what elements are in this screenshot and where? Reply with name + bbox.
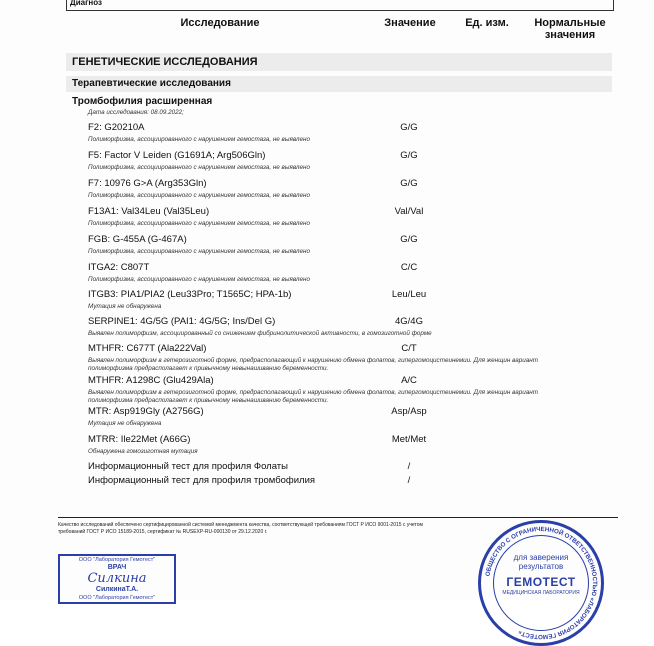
info-test-value: / (407, 475, 411, 486)
doctor-stamp-top: ООО "Лаборатория Гемотест" (78, 557, 156, 563)
section-title: ГЕНЕТИЧЕСКИЕ ИССЛЕДОВАНИЯ (66, 53, 612, 71)
info-test-name: Информационный тест для профиля Фолаты (88, 461, 288, 472)
test-value: G/G (400, 178, 418, 189)
stamp-line1: для заверения (513, 553, 569, 562)
test-note: Выявлен полиморфизм в гетерозиготной форме, предрасполагающий к нарушению обмена фолатов, гипергомоцистеинемии. Для женщин вариант (88, 389, 539, 396)
info-test-value: / (407, 461, 411, 472)
test-note: Полиморфизма, ассоциированного с нарушением гемостаза, не выявлено (88, 248, 310, 255)
test-value: G/G (400, 234, 418, 245)
test-value: A/C (401, 375, 417, 386)
test-value: C/C (400, 262, 418, 273)
test-value: C/T (401, 343, 417, 354)
test-note: Полиморфизма, ассоциированного с нарушением гемостаза, не выявлено (88, 276, 310, 283)
test-note-continued: полиморфизма предрасполагает к привычному невынашиванию беременности. (88, 397, 329, 404)
test-name: ITGA2: C807T (88, 262, 150, 273)
test-value: 4G/4G (395, 316, 423, 327)
test-note: Полиморфизма, ассоциированного с нарушением гемостаза, не выявлено (88, 192, 310, 199)
test-name: ITGB3: PIA1/PIA2 (Leu33Pro; T1565C; HPA-1b) (88, 289, 292, 300)
test-name: MTRR: Ile22Met (A66G) (88, 434, 191, 445)
test-name: SERPINE1: 4G/5G (PAI1: 4G/5G; Ins/Del G) (88, 316, 276, 327)
test-value: Leu/Leu (391, 289, 427, 300)
panel-title: Тромбофилия расширенная (72, 96, 213, 107)
header-test: Исследование (180, 17, 260, 29)
test-name: MTHFR: C677T (Ala222Val) (88, 343, 207, 354)
diagnosis-label: Диагноз (70, 0, 102, 7)
header-norm-line1: Нормальные (534, 17, 606, 29)
test-note: Выявлен полиморфизм в гетерозиготной форме, предрасполагающий к нарушению обмена фолатов, гипергомоцистеинемии. Для женщин вариант (88, 357, 539, 364)
stamp-arc-text: ОБЩЕСТВО С ОГРАНИЧЕННОЙ ОТВЕТСТВЕННОСТЬЮ «ЛАБОРАТОРИЯ ГЕМОТЕСТ» (484, 525, 599, 641)
header-value: Значение (384, 17, 436, 29)
test-value: Val/Val (394, 206, 424, 217)
stamp-sub: МЕДИЦИНСКАЯ ЛАБОРАТОРИЯ (502, 590, 580, 596)
doctor-stamp-name: СилкинаТ.А. (95, 586, 139, 593)
doctor-stamp-bottom: ООО "Лаборатория Гемотест" (78, 595, 156, 601)
doctor-signature: Силкина (87, 571, 147, 586)
test-name: F7: 10976 G>A (Arg353Gln) (88, 178, 207, 189)
test-value: G/G (400, 150, 418, 161)
test-note: Мутация не обнаружена (88, 303, 162, 310)
test-note: Обнаружена гомозиготная мутация (88, 448, 198, 455)
stamp-line2: результатов (518, 562, 564, 571)
test-name: F2: G20210A (88, 122, 145, 133)
subsection-title: Терапевтические исследования (66, 76, 612, 92)
test-name: FGB: G-455A (G-467A) (88, 234, 187, 245)
doctor-stamp-title: ВРАЧ (107, 564, 127, 571)
test-note: Полиморфизма, ассоциированного с нарушением гемостаза, не выявлено (88, 164, 310, 171)
test-name: MTHFR: A1298C (Glu429Ala) (88, 375, 214, 386)
test-note: Мутация не обнаружена (88, 420, 162, 427)
test-value: Asp/Asp (391, 406, 427, 417)
info-test-name: Информационный тест для профиля тромбофилия (88, 475, 316, 486)
test-value: G/G (400, 122, 418, 133)
test-note: Полиморфизма, ассоциированного с нарушением гемостаза, не выявлено (88, 220, 310, 227)
diagnosis-box (66, 0, 614, 11)
stamp-brand: ГЕМОТЕСТ (506, 575, 576, 589)
test-note: Выявлен полиморфизм, ассоциированный со снижением фибринолитической активности, в гомозиготной форме (88, 330, 432, 337)
test-name: MTR: Asp919Gly (A2756G) (88, 406, 204, 417)
header-unit: Ед. изм. (465, 17, 509, 29)
doctor-stamp (58, 554, 176, 604)
test-value: Met/Met (391, 434, 427, 445)
test-name: F13A1: Val34Leu (Val35Leu) (88, 206, 210, 217)
footer-divider (58, 517, 618, 518)
footer-certificate-note: требований ГОСТ Р ИСО 15189-2015, сертификат № RUSEXP-RU-000130 от 29.12.2020 г. (58, 529, 268, 535)
study-date: Дата исследования: 08.09.2022; (88, 109, 184, 116)
test-name: F5: Factor V Leiden (G1691A; Arg506Gln) (88, 150, 266, 161)
header-norm (530, 17, 610, 41)
lab-round-stamp (478, 520, 604, 646)
header-norm-line2: значения (544, 29, 596, 41)
footer-quality-note: Качество исследований обеспечено сертифицированной системой менеджмента качества, соответствующей требованиям ГОСТ Р ИСО 9001-2015 с учетом (58, 522, 423, 528)
test-note-continued: полиморфизма предрасполагает к привычному невынашиванию беременности. (88, 365, 329, 372)
test-note: Полиморфизма, ассоциированного с нарушением гемостаза, не выявлено (88, 136, 310, 143)
